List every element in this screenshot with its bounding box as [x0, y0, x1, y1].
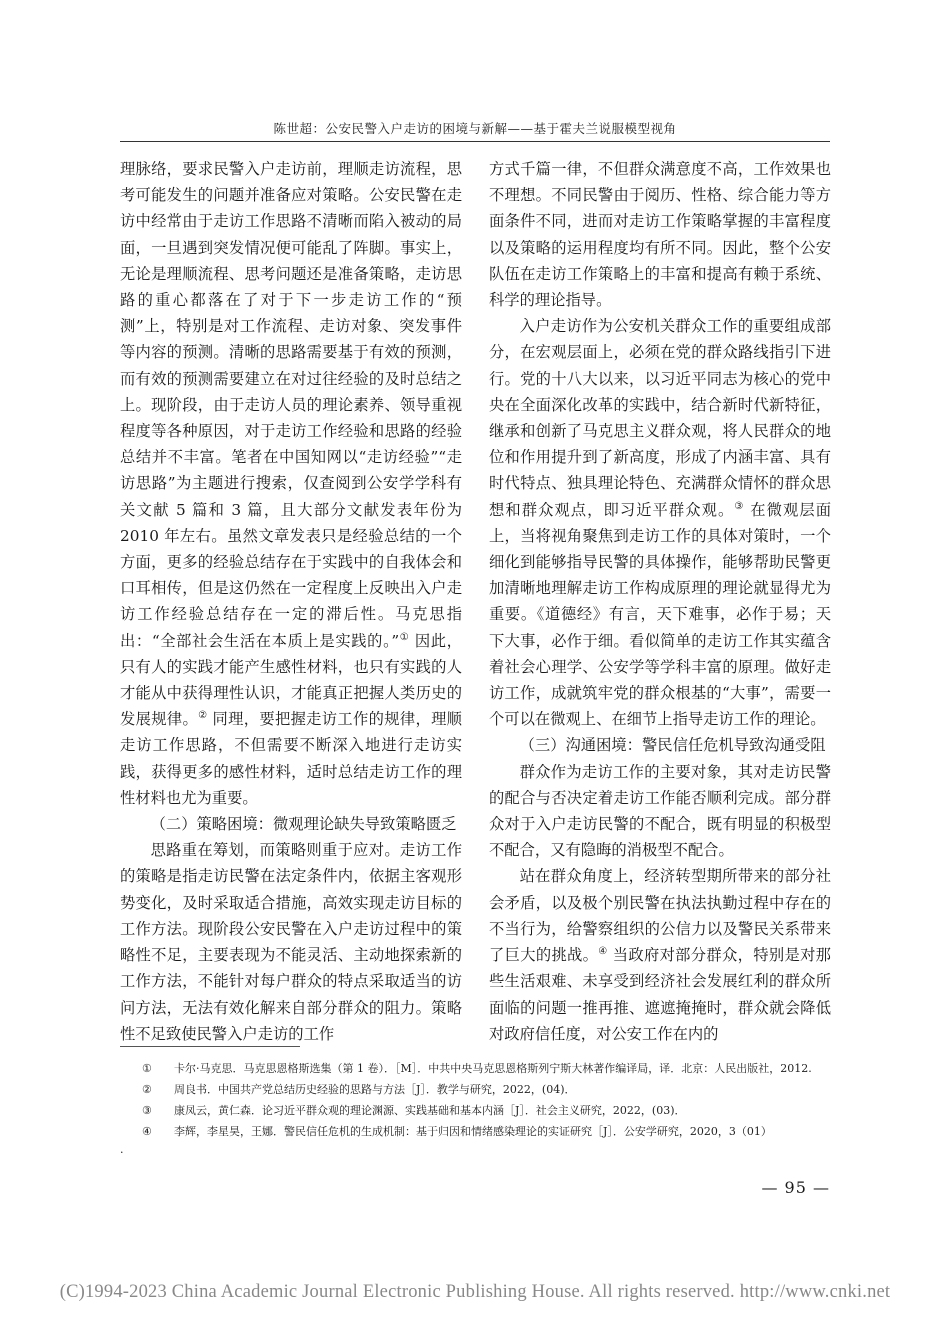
footnote-text: 康凤云，黄仁森．论习近平群众观的理论渊源、实践基础和基本内涵［J］．社会主义研究，2022，(03)．	[174, 1104, 686, 1117]
copyright-watermark: (C)1994-2023 China Academic Journal Electronic Publishing House. All rights reserved. http://www.cnki.net	[59, 1282, 891, 1302]
body-paragraph: 群众作为走访工作的主要对象，其对走访民警的配合与否决定着走访工作能否顺利完成。部分群众对于入户走访民警的不配合，既有明显的积极型不配合，又有隐晦的消极型不配合。	[489, 762, 831, 860]
body-paragraph	[120, 156, 462, 811]
running-header: 陈世超：公安民警入户走访的困境与新解——基于霍夫兰说服模型视角	[273, 121, 677, 136]
footnotes	[120, 1058, 830, 1158]
footnote-item	[120, 1079, 830, 1100]
left-column	[120, 156, 462, 1047]
footnote-mark: ③	[142, 1104, 152, 1117]
footnote-ref-3[interactable]: ③	[734, 500, 745, 512]
paragraph-text: 因此，只有人的实践才能产生感性材料，也只有实践的人才能从中获得理性认识，才能真正把握人类历史的发展规律。	[120, 631, 462, 729]
footnote-ref-4[interactable]: ④	[598, 946, 608, 957]
body-paragraph: 思路重在筹划，而策略则重于应对。走访工作的策略是指走访民警在法定条件内，依据主客观形势变化，及时采取适合措施，高效实现走访目标的工作方法。现阶段公安民警在入户走访过程中的策略性不足，主要表现为不能灵活、主动地探索新的工作方法，不能针对每户群众的特点采取适当的访问方法，无法有效化解来自部分群众的阻力。策略性不足致使民警入户走访的工作	[120, 841, 462, 1043]
paragraph-text: 同理，要把握走访工作的规律，理顺走访工作思路，不但需要不断深入地进行走访实践，获得更多的感性材料，适时总结走访工作的理性材料也尤为重要。	[120, 710, 462, 807]
footnote-ref-1[interactable]: ①	[399, 631, 410, 643]
footnote-mark: ①	[142, 1062, 152, 1075]
paragraph-text: 在微观层面上，当将视角聚焦到走访工作的具体对策时，一个细化到能够指导民警的具体操作，能够帮助民警更加清晰地理解走访工作构成原理的理论就显得尤为重要。《道德经》有言，天下难事，必作于易；天下大事，必作于细。看似简单的走访工作其实蕴含着社会心理学、公安学等学科丰富的原理。做好走访工作，成就筑牢党的群众根基的“大事”，需要一个可以在微观上、在细节上指导走访工作的理论。	[489, 500, 831, 729]
footnote-item	[120, 1121, 830, 1142]
footnote-trailing-dot: .	[120, 1143, 124, 1156]
right-column	[489, 156, 831, 1047]
paragraph-text: 理脉络，要求民警入户走访前，理顺走访流程，思考可能发生的问题并准备应对策略。公安民警在走访中经常由于走访工作思路不清晰而陷入被动的局面，一旦遇到突发情况便可能乱了阵脚。事实上，无论是理顺流程、思考问题还是准备策略，走访思路的重心都落在了对于下一步走访工作的“预测”上，特别是对工作流程、走访对象、突发事件等内容的预测。清晰的思路需要基于有效的预测，而有效的预测需要建立在对过往经验的及时总结之上。现阶段，由于走访人员的理论素养、领导重视程度等各种原因，对于走访工作经验和思路的经验总结并不丰富。笔者在中国知网以“走访经验”“走访思路”为主题进行搜索，仅查阅到公安学学科有关文献 5 篇和 3 篇，且大部分文献发表年份为 2010 年左右。虽然文章发表只是经验总结的一个方面，更多的经验总结存在于实践中的自我体会和口耳相传，但是这仍然在一定程度上反映出入户走访工作经验总结存在一定的滞后性。马克思指出：“全部社会生活在本质上是实践的。”	[120, 160, 462, 650]
footnote-mark: ④	[142, 1125, 152, 1138]
section-subheading: （三）沟通困境：警民信任危机导致沟通受阻	[519, 736, 826, 755]
body-paragraph: 方式千篇一律，不但群众满意度不高，工作效果也不理想。不同民警由于阅历、性格、综合能力等方面条件不同，进而对走访工作策略掌握的丰富程度以及策略的运用程度均有所不同。因此，整个公安队伍在走访工作策略上的丰富和提高有赖于系统、科学的理论指导。	[489, 160, 831, 310]
body-paragraph	[489, 863, 831, 1046]
body-paragraph	[489, 313, 831, 732]
footnote-item	[120, 1058, 830, 1079]
section-subheading: （二）策略困境：微观理论缺失导致策略匮乏	[150, 815, 457, 834]
page-number: — 95 —	[761, 1178, 830, 1197]
paragraph-text: 当政府对部分群众，特别是对那些生活艰难、未享受到经济社会发展红利的群众所面临的问题一推再推、遮遮掩掩时，群众就会降低对政府信任度，对公安工作在内的	[489, 946, 831, 1043]
footnote-text: 卡尔·马克思．马克思恩格斯选集（第 1 卷）．［M］．中共中央马克思恩格斯列宁斯大林著作编译局，译．北京：人民出版社，2012.	[174, 1062, 812, 1075]
header-rule	[120, 141, 830, 142]
footnote-text: 李辉，李星昊，王娜．警民信任危机的生成机制：基于归因和情绪感染理论的实证研究［J］．公安学研究，2020，3（01）	[174, 1125, 772, 1138]
footnote-rule	[120, 1046, 300, 1047]
footnote-mark: ②	[142, 1083, 152, 1096]
paragraph-text: 站在群众角度上，经济转型期所带来的部分社会矛盾，以及极个别民警在执法执勤过程中存在的不当行为，给警察组织的公信力以及警民关系带来了巨大的挑战。	[489, 867, 831, 965]
paragraph-text: 入户走访作为公安机关群众工作的重要组成部分，在宏观层面上，必须在党的群众路线指引下进行。党的十八大以来，以习近平同志为核心的党中央在全面深化改革的实践中，结合新时代新特征，继承和创新了马克思主义群众观，将人民群众的地位和作用提升到了新高度，形成了内涵丰富、具有时代特点、独具理论特色、充满群众情怀的群众思想和群众观点，即习近平群众观。	[489, 317, 831, 519]
footnote-ref-2[interactable]: ②	[198, 710, 208, 722]
footnote-text: 周良书．中国共产党总结历史经验的思路与方法［J］．教学与研究，2022，(04)．	[174, 1083, 576, 1096]
footnote-item	[120, 1100, 830, 1121]
